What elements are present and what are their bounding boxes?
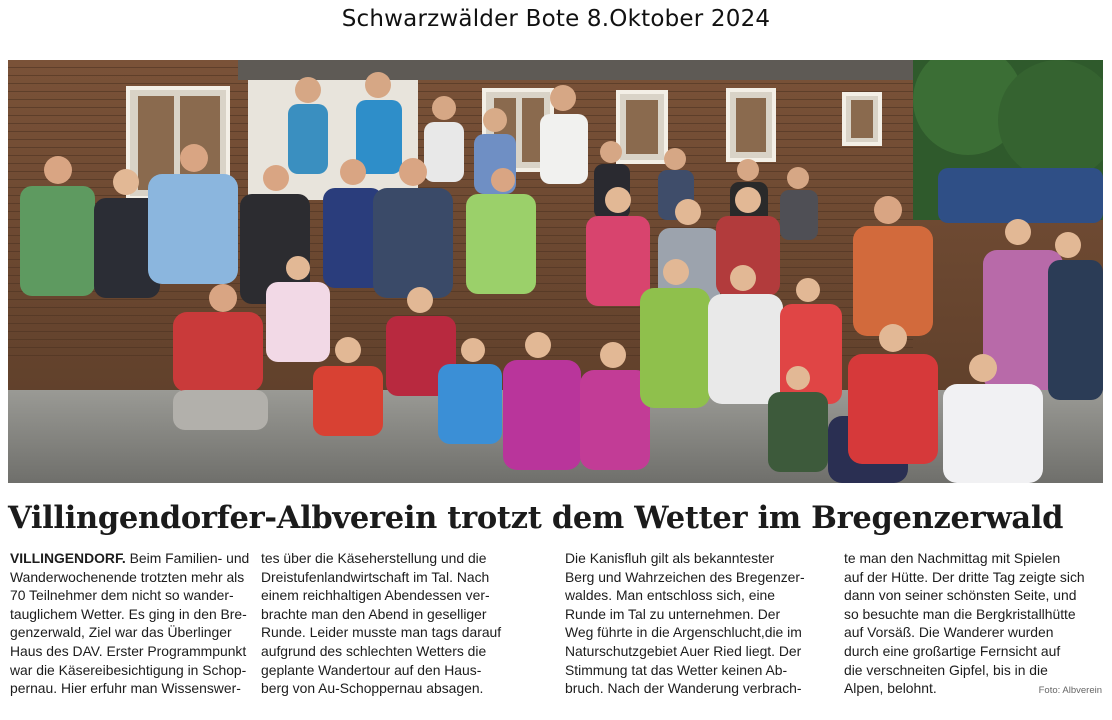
article-line: te man den Nachmittag mit Spielen	[844, 550, 1061, 566]
article-line: Runde. Leider musste man tags darauf	[261, 624, 502, 641]
article-column-4	[844, 549, 1106, 698]
article-line: Die Kanisfluh gilt als bekanntester	[565, 550, 775, 566]
article-line: bruch. Nach der Wanderung verbrach-	[565, 680, 802, 697]
article-line	[10, 549, 272, 568]
article-line: dann von seiner schönsten Seite, und	[844, 587, 1077, 604]
article-line: brachte man den Abend in geselliger	[261, 605, 487, 622]
dateline: VILLINGENDORF.	[10, 550, 126, 566]
article-line: auf Vorsäß. Die Wanderer wurden	[844, 624, 1054, 641]
article-line: aufgrund des schlechten Wetters die	[261, 642, 487, 659]
article-line: waldes. Man entschloss sich, eine	[565, 587, 776, 604]
group-photo-icon	[8, 60, 1103, 483]
article-line: Dreistufenlandwirtschaft im Tal. Nach	[261, 568, 490, 585]
article-column-1	[10, 549, 272, 698]
article-line: genzerwald, Ziel war das Überlinger	[10, 624, 232, 641]
article-line: tauglichem Wetter. Es ging in den Bre-	[10, 605, 247, 622]
article-headline: Villingendorfer-Albverein trotzt dem Wetter im Bregenzerwald	[8, 500, 1064, 536]
article-line: durch eine großartige Fernsicht auf	[844, 642, 1061, 659]
article-line: berg von Au-Schoppernau absagen.	[261, 680, 484, 697]
article-column-2	[261, 549, 523, 698]
article-line-text: Beim Familien- und	[125, 550, 250, 566]
photo-credit: Foto: Albverein	[1038, 685, 1102, 696]
article-line: pernau. Hier erfuhr man Wissenswer-	[10, 680, 241, 697]
article-line: Naturschutzgebiet Auer Ried liegt. Der	[565, 642, 802, 659]
article-line: geplante Wandertour auf den Haus-	[261, 661, 482, 678]
article-line: so besuchte man die Bergkristallhütte	[844, 605, 1076, 622]
article-line: auf der Hütte. Der dritte Tag zeigte sich	[844, 568, 1085, 585]
article-line: Stimmung tat das Wetter keinen Ab-	[565, 661, 788, 678]
article-line: Berg und Wahrzeichen des Bregenzer-	[565, 568, 805, 585]
publication-line: Schwarzwälder Bote 8.Oktober 2024	[341, 6, 771, 32]
article-body	[10, 549, 1105, 699]
article-line: Wanderwochenende trotzten mehr als	[10, 568, 245, 585]
article-line: Alpen, belohnt.	[844, 680, 937, 697]
article-line: war die Käsereibesichtigung in Schop-	[10, 661, 247, 678]
article-line: Weg führte in die Argenschlucht,die im	[565, 624, 802, 641]
article-line: einem reichhaltigen Abendessen ver-	[261, 587, 490, 604]
article-line: Haus des DAV. Erster Programmpunkt	[10, 642, 247, 659]
group-photo	[8, 60, 1103, 483]
article-line: die verschneiten Gipfel, bis in die	[844, 661, 1048, 678]
article-line: 70 Teilnehmer dem nicht so wander-	[10, 587, 234, 604]
article-line: tes über die Käseherstellung und die	[261, 550, 487, 566]
article-column-3	[565, 549, 827, 698]
article-line: Runde im Tal zu unternehmen. Der	[565, 605, 781, 622]
